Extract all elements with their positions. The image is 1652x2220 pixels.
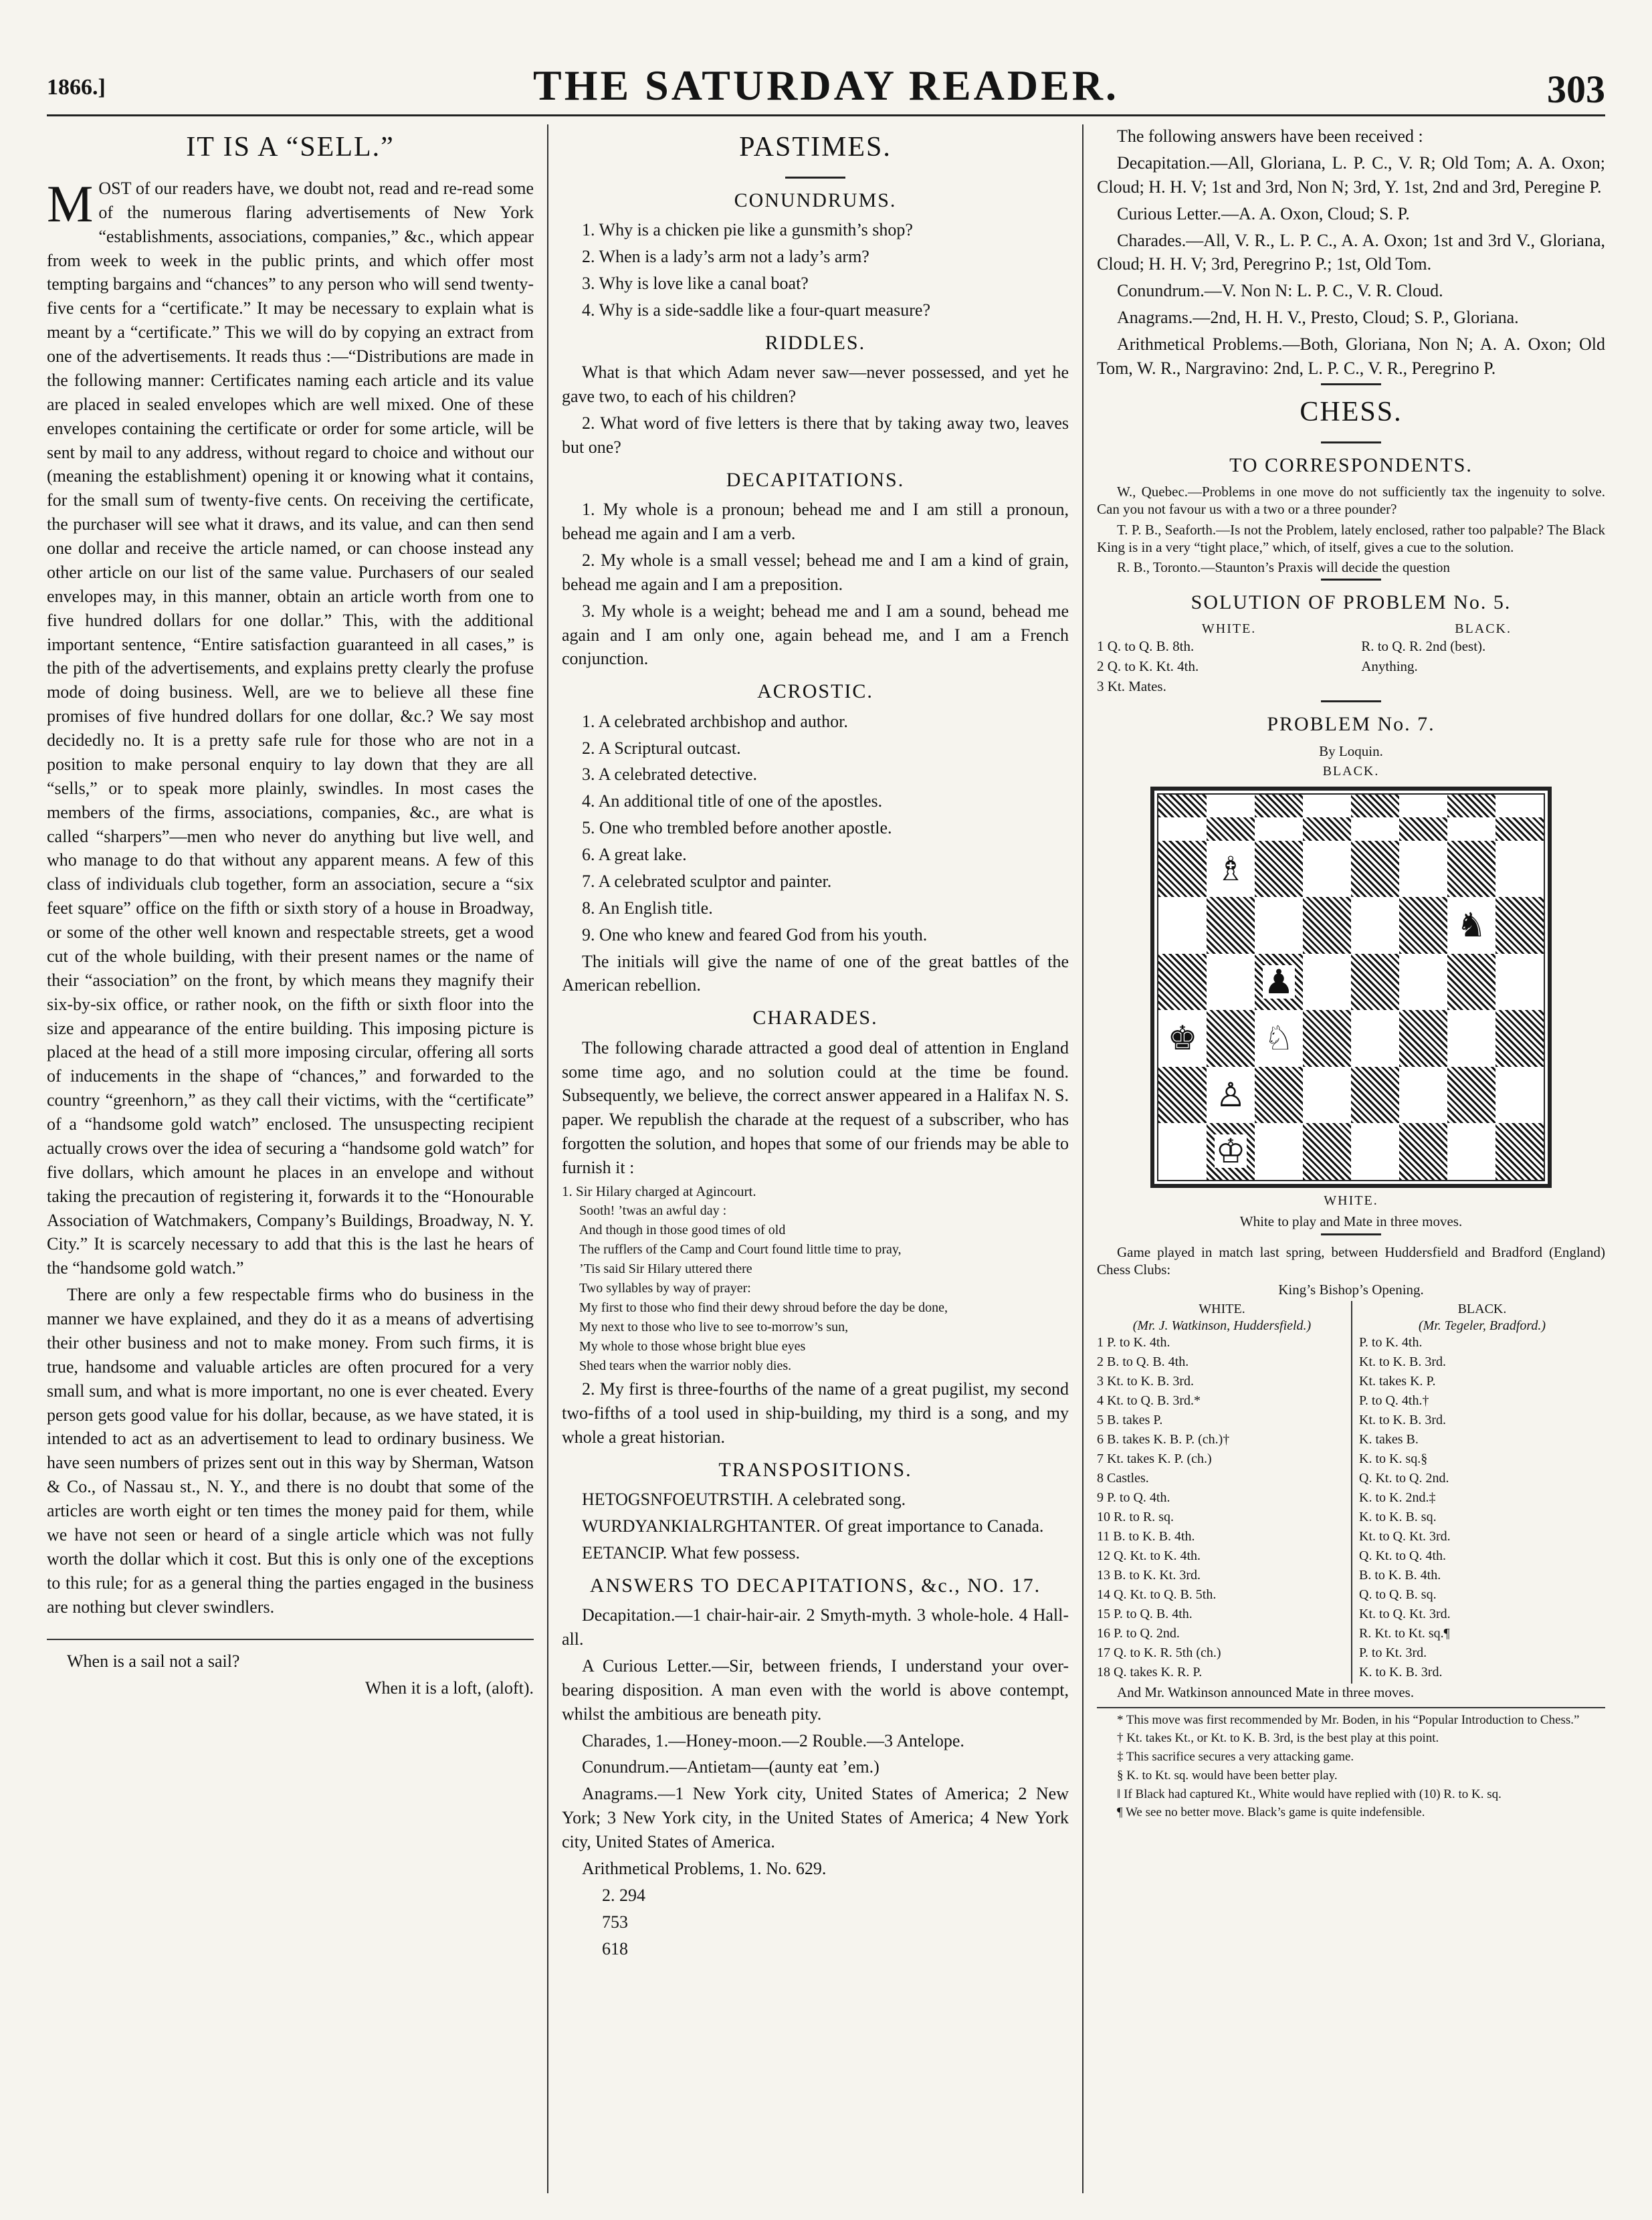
board-square xyxy=(1399,954,1447,1011)
solution-table xyxy=(1097,621,1605,698)
white-move: 5 B. takes P. xyxy=(1097,1413,1163,1428)
pastimes-heading: PASTIMES. xyxy=(739,132,892,163)
board-square xyxy=(1447,795,1495,818)
black-knight-icon: ♞ xyxy=(1456,906,1487,944)
answers-received-item: Conundrum.—V. Non N: L. P. C., V. R. Cloud. xyxy=(1117,281,1443,301)
black-move: R. Kt. to Kt. sq.¶ xyxy=(1359,1626,1450,1641)
column-pastimes xyxy=(548,124,1083,2193)
board-square xyxy=(1158,795,1207,818)
article-paragraph-1-text: OST of our readers have, we doubt not, read and re-read some of the numerous flaring advertisements of New York “establishments, associations, companies,” &c., which appear from week to week in the public prints, and which offer most tempting bargains and “chances” to any person who will send twenty-five cents for a “certificate.” It may be necessary to explain what is meant by a “certificate.” This we will do by copying an extract from one of the advertisements. It reads thus :—“Distributions are made in the following manner: Certificates naming each article and its value are placed in sealed envelopes which are well mixed. One of these envelopes containing the certificate or order for some article, will be sent by mail to any address, without regard to choice and without our (meaning the establishment) opening it or knowing what it contains, for the small sum of twenty-five cents. On receiving the certificate, the purchaser will see what it draws, and its value, and can then send one dollar and receive the article named, or can choose instead any other article on our list of the same value. Purchasers of our sealed envelopes may, in this manner, obtain an article worth from one to five hundred dollars for one dollar.” This, with the additional important sentence, “Entire satisfaction guaranteed in all cases,” is the pith of the advertisements, and explains pretty clearly the profuse mode of doing business. Well, are we to believe all these fine promises of five hundred dollars for one dollar, &c.? We say most decidedly no. It is a pretty safe rule for those who are not in a position to make personal enquiry to lay down that they are all “sells,” or to speak more plainly, swindles. In most cases the members of the firms, associations, companies, &c., are what is called “sharpers”—men who never do anything but live well, and who manage to do that without any apparent means. A few of this class of individuals club together, form an association, secure a “six feet square” office on the fifth or sixth story of a house in Broadway, or some of the other well known and respectable streets, get a wood cut of the whole building, with their present names or the name of their “association” on the front, by which means they magnify their six-by-six office, or rather nook, on the fifth or sixth floor into the size and appearance of the entire building. This imposing picture is placed at the head of a still more imposing circular, offering all sorts of inducements in the shape of “chances,” and forwarded to the country “greenhorn,” as they call their victims, with the “certificate” of a “handsome gold watch” enclosed. The unsuspecting recipient actually crows over the idea of securing a “handsome gold watch” for five dollars, which amount he places in an envelope and without taking the precaution of registering it, forwards it to the “Honourable Association of Watchmakers, Company’s Buildings, Broadway, N. Y. City.” It is scarcely necessary to add that this is the last he hears of the “handsome gold watch.” xyxy=(47,178,534,1278)
answer: A Curious Letter.—Sir, between friends, I understand your over-bearing disposition. A man even with the world is above contempt, whilst the ambitious are beneath pity. xyxy=(562,1655,1069,1724)
acrostic-list xyxy=(562,710,1069,947)
answers-received-item: Curious Letter.—A. A. Oxon, Cloud; S. P. xyxy=(1117,203,1410,223)
board-square xyxy=(1207,954,1255,1011)
white-move: 18 Q. takes K. R. P. xyxy=(1097,1665,1203,1680)
page-number: 303 xyxy=(1547,68,1605,111)
solution-white-header: WHITE. xyxy=(1201,621,1257,636)
black-move: K. to K. 2nd.‡ xyxy=(1359,1490,1436,1506)
white-move: 1 P. to K. 4th. xyxy=(1097,1335,1170,1350)
charades-intro: The following charade attracted a good deal of attention in England some time ago, and no solution could at the time be found. Subsequently, we believe, the correct answer appeared in a Halifax N. S. paper. We republish the charade at the request of a subscriber, who has forgotten the solution, and hopes that some of our friends may be able to furnish it : xyxy=(562,1037,1069,1178)
board-black-label: BLACK. xyxy=(1322,764,1380,779)
answer: Anagrams.—1 New York city, United States of America; 2 New York; 3 New York city, in the United States of America; 4 New York city, United States of America. xyxy=(562,1784,1069,1852)
board-square xyxy=(1207,841,1255,898)
footnote: † Kt. takes Kt., or Kt. to K. B. 3rd, is the best play at this point. xyxy=(1117,1731,1439,1746)
chess-heading: CHESS. xyxy=(1300,396,1403,427)
white-move: 3 Kt. to K. B. 3rd. xyxy=(1097,1374,1194,1389)
footnote: ‡ This sacrifice secures a very attacking game. xyxy=(1117,1750,1354,1764)
correspondents-list xyxy=(1097,483,1605,576)
black-moves-column xyxy=(1351,1301,1605,1684)
board-square xyxy=(1399,1123,1447,1180)
answer: Decapitation.—1 chair-hair-air. 2 Smyth-myth. 3 whole-hole. 4 Hall-all. xyxy=(562,1605,1069,1649)
white-moves xyxy=(1097,1334,1347,1681)
acrostic-item: 6. A great lake. xyxy=(582,845,687,865)
answer: Conundrum.—Antietam—(aunty eat ’em.) xyxy=(582,1757,880,1777)
conundrum: 3. Why is love like a canal boat? xyxy=(582,274,809,294)
solution-white xyxy=(1097,621,1361,698)
white-move: 13 B. to K. Kt. 3rd. xyxy=(1097,1568,1201,1583)
black-move: Kt. takes K. P. xyxy=(1359,1374,1436,1389)
riddle: What is that which Adam never saw—never possessed, and yet he gave two, to each of his children? xyxy=(562,363,1069,407)
solution-black xyxy=(1361,621,1605,698)
decapitations-title: DECAPITATIONS. xyxy=(726,468,905,491)
solution-black-moves xyxy=(1361,637,1605,676)
transposition: HETOGSNFOEUTRSTIH. A celebrated song. xyxy=(582,1490,906,1510)
white-move: 9 P. to Q. 4th. xyxy=(1097,1490,1170,1506)
game-moves xyxy=(1097,1301,1605,1684)
board-square xyxy=(1447,817,1495,841)
answer: Arithmetical Problems, 1. No. 629. xyxy=(582,1858,827,1878)
black-move: Kt. to K. B. 3rd. xyxy=(1359,1413,1446,1428)
board-square xyxy=(1399,795,1447,818)
conundrums-list xyxy=(562,218,1069,322)
solution-white-move: 3 Kt. Mates. xyxy=(1097,678,1166,695)
black-pawn-icon: ♟ xyxy=(1263,963,1294,1001)
drop-cap: M xyxy=(47,174,94,233)
divider xyxy=(1321,700,1381,702)
divider xyxy=(1321,579,1381,581)
board-square xyxy=(1255,1010,1303,1067)
white-move: 4 Kt. to Q. B. 3rd.* xyxy=(1097,1393,1201,1409)
board-square xyxy=(1303,841,1351,898)
black-move: K. takes B. xyxy=(1359,1432,1419,1447)
white-move: 6 B. takes K. B. P. (ch.)† xyxy=(1097,1432,1230,1447)
board-square xyxy=(1351,954,1399,1011)
article-paragraph-1 xyxy=(47,174,534,1280)
board-square xyxy=(1351,897,1399,954)
board-square xyxy=(1255,954,1303,1011)
white-move: 10 R. to R. sq. xyxy=(1097,1510,1174,1525)
board-square xyxy=(1447,954,1495,1011)
acrostic-item: 9. One who knew and feared God from his youth. xyxy=(582,924,928,944)
divider xyxy=(1321,383,1381,385)
answers-received-item: The following answers have been received : xyxy=(1117,126,1423,146)
black-king-icon: ♚ xyxy=(1167,1019,1198,1057)
answers-received-item: Charades.—All, V. R., L. P. C., A. A. Oxon; 1st and 3rd V., Gloriana, Cloud; H. H. V; 3rd, Peregrino P.; 1st, Old Tom. xyxy=(1097,230,1605,274)
board-square xyxy=(1351,1010,1399,1067)
riddles-title: RIDDLES. xyxy=(764,331,866,354)
board-square xyxy=(1399,817,1447,841)
board-square xyxy=(1158,897,1207,954)
poem-first-line: 1. Sir Hilary charged at Agincourt. xyxy=(562,1183,756,1199)
white-header: WHITE. xyxy=(1199,1302,1245,1317)
acrostic-item: 4. An additional title of one of the apostles. xyxy=(582,791,883,811)
game-intro: Game played in match last spring, between Huddersfield and Bradford (England) Chess Clubs: xyxy=(1097,1243,1605,1278)
board-square xyxy=(1158,1010,1207,1067)
arith-line: 753 xyxy=(602,1912,628,1932)
black-player: (Mr. Tegeler, Bradford.) xyxy=(1418,1318,1546,1334)
white-pawn-icon: ♙ xyxy=(1215,1076,1246,1114)
board-square xyxy=(1399,1010,1447,1067)
acrostic-item: 1. A celebrated archbishop and author. xyxy=(582,711,848,731)
answers-received xyxy=(1097,124,1605,381)
answer: Charades, 1.—Honey-moon.—2 Rouble.—3 Antelope. xyxy=(582,1730,964,1750)
black-move: K. to K. B. sq. xyxy=(1359,1510,1437,1525)
solution-white-moves xyxy=(1097,637,1361,696)
board-square xyxy=(1351,817,1399,841)
divider xyxy=(1321,441,1381,443)
board-square xyxy=(1303,817,1351,841)
column-chess xyxy=(1083,124,1605,2193)
divider xyxy=(785,177,845,179)
acrostic-item: 7. A celebrated sculptor and painter. xyxy=(582,871,832,891)
acrostic-item: 5. One who trembled before another apostle. xyxy=(582,818,892,838)
poem-line: My first to those who find their dewy shroud before the day be done, xyxy=(579,1300,948,1316)
board-square xyxy=(1207,1067,1255,1124)
board-square xyxy=(1255,795,1303,818)
black-move: B. to K. B. 4th. xyxy=(1359,1568,1441,1583)
black-move: P. to Q. 4th.† xyxy=(1359,1393,1429,1409)
problem-title: PROBLEM No. 7. xyxy=(1267,713,1435,736)
board-square xyxy=(1207,1123,1255,1180)
black-move: Q. Kt. to Q. 2nd. xyxy=(1359,1471,1449,1486)
board-square xyxy=(1447,841,1495,898)
board-square xyxy=(1303,1123,1351,1180)
conundrum: 1. Why is a chicken pie like a gunsmith’s shop? xyxy=(582,220,913,240)
black-move: K. to K. sq.§ xyxy=(1359,1451,1428,1467)
board-square xyxy=(1207,897,1255,954)
board-square xyxy=(1158,841,1207,898)
acrostic-item: 8. An English title. xyxy=(582,898,713,918)
board-square xyxy=(1495,954,1544,1011)
board-square xyxy=(1207,817,1255,841)
board-square xyxy=(1158,954,1207,1011)
board-square xyxy=(1303,1067,1351,1124)
board-square xyxy=(1351,841,1399,898)
board-square xyxy=(1255,841,1303,898)
footnote: ¶ We see no better move. Black’s game is quite indefensible. xyxy=(1117,1805,1425,1820)
answers-received-item: Anagrams.—2nd, H. H. V., Presto, Cloud; S. P., Gloriana. xyxy=(1117,308,1519,328)
board-square xyxy=(1447,1010,1495,1067)
white-move: 12 Q. Kt. to K. 4th. xyxy=(1097,1548,1201,1564)
footnote: § K. to Kt. sq. would have been better play. xyxy=(1117,1768,1338,1783)
board-square xyxy=(1447,1067,1495,1124)
board-square xyxy=(1495,897,1544,954)
answers-title: ANSWERS TO DECAPITATIONS, &c., NO. 17. xyxy=(589,1574,1041,1597)
white-king-icon: ♔ xyxy=(1215,1132,1246,1171)
white-move: 15 P. to Q. B. 4th. xyxy=(1097,1607,1193,1622)
correspondents-title: TO CORRESPONDENTS. xyxy=(1229,453,1473,476)
board-square xyxy=(1495,1067,1544,1124)
white-move: 8 Castles. xyxy=(1097,1471,1149,1486)
board-square xyxy=(1495,817,1544,841)
black-move: Kt. to Q. Kt. 3rd. xyxy=(1359,1607,1451,1622)
board-square xyxy=(1255,1067,1303,1124)
poem-line: Shed tears when the warrior nobly dies. xyxy=(579,1358,792,1374)
chess-board xyxy=(1157,793,1545,1181)
black-moves xyxy=(1359,1334,1605,1681)
board-square xyxy=(1303,795,1351,818)
answers-received-item: Decapitation.—All, Gloriana, L. P. C., V. R; Old Tom; A. A. Oxon; Cloud; H. H. V; 1st and 3rd, Non N; 3rd, Y. 1st, 2nd and 3rd, Peregine P. xyxy=(1097,153,1605,197)
decapitation: 1. My whole is a pronoun; behead me and I am still a pronoun, behead me again and I am a verb. xyxy=(562,500,1069,543)
decapitation: 3. My whole is a weight; behead me and I am a sound, behead me again and I am only one, again behead me, and I am a French conjunction. xyxy=(562,601,1069,669)
board-square xyxy=(1255,817,1303,841)
poem-line: Sooth! ’twas an awful day : xyxy=(579,1203,727,1219)
article-paragraph-2: There are only a few respectable firms who do business in the manner we have explained, and they do it as a means of advertising their other business and not to make money. From such firms, it is true, handsome and valuable articles are often procured for a very small sum, and what is more important, no one is ever cheated. Every person gets good value for his dollar, because, as we have stated, it is intended to act as an advertisement to lead to ordinary business. We have seen numbers of prizes sent out in this way by Sherman, Watson & Co., of Nassau st., N. Y., and there is no doubt that some of the articles are worth eight or ten times the money paid for them, while we have not seen or heard of a single article which was not fully worth the dollar which it cost. But this is only one of the exceptions to this rule; for as a general thing the parties engaged in the business are nothing but clever swindlers. xyxy=(47,1285,534,1617)
white-move: 2 B. to Q. B. 4th. xyxy=(1097,1354,1189,1370)
poem-line: My whole to those whose bright blue eyes xyxy=(579,1339,806,1354)
masthead xyxy=(47,43,1605,116)
white-knight-icon: ♘ xyxy=(1263,1019,1294,1057)
board-square xyxy=(1399,1067,1447,1124)
masthead-title: THE SATURDAY READER. xyxy=(533,62,1119,109)
board-square xyxy=(1158,1123,1207,1180)
white-move: 7 Kt. takes K. P. (ch.) xyxy=(1097,1451,1212,1467)
solution-black-header: BLACK. xyxy=(1455,621,1512,636)
black-move: K. to K. B. 3rd. xyxy=(1359,1665,1443,1680)
acrostic-item: 2. A Scriptural outcast. xyxy=(582,738,741,758)
footnote: ‖ If Black had captured Kt., White would have replied with (10) R. to K. sq. xyxy=(1117,1787,1502,1801)
correspondent-note: R. B., Toronto.—Staunton’s Praxis will decide the question xyxy=(1117,559,1451,576)
board-square xyxy=(1447,897,1495,954)
footnote: * This move was first recommended by Mr. Boden, in his “Popular Introduction to Chess.” xyxy=(1117,1712,1580,1727)
conundrum: 2. When is a lady’s arm not a lady’s arm? xyxy=(582,247,869,267)
solution-title: SOLUTION OF PROBLEM No. 5. xyxy=(1191,591,1512,614)
decapitation: 2. My whole is a small vessel; behead me and I am a kind of grain, behead me again and I am a preposition. xyxy=(562,550,1069,594)
article-heading: IT IS A “SELL.” xyxy=(186,132,395,163)
white-move: 11 B. to K. B. 4th. xyxy=(1097,1529,1195,1544)
poem-line: Two syllables by way of prayer: xyxy=(579,1281,751,1296)
board-square xyxy=(1495,1010,1544,1067)
board-square xyxy=(1255,897,1303,954)
poem-line: My next to those who live to see to-morrow’s sun, xyxy=(579,1320,849,1335)
board-square xyxy=(1158,817,1207,841)
board-square xyxy=(1255,1123,1303,1180)
column-article xyxy=(47,124,548,2193)
poem xyxy=(562,1203,1069,1375)
decapitations-list xyxy=(562,498,1069,671)
charade-2: 2. My first is three-fourths of the name of a great pugilist, my second two-fifths of a tool used in ship-building, my third is a song, and my whole a great historian. xyxy=(562,1379,1069,1447)
problem-author: By Loquin. xyxy=(1319,742,1383,759)
black-move: Q. Kt. to Q. 4th. xyxy=(1359,1548,1446,1564)
game-opening: King’s Bishop’s Opening. xyxy=(1278,1282,1424,1298)
board-square xyxy=(1495,1123,1544,1180)
black-move: Kt. to Q. Kt. 3rd. xyxy=(1359,1529,1451,1544)
board-caption: White to play and Mate in three moves. xyxy=(1239,1213,1463,1230)
masthead-year: 1866.] xyxy=(47,75,106,100)
transpositions-title: TRANSPOSITIONS. xyxy=(718,1458,912,1481)
board-square xyxy=(1303,1010,1351,1067)
white-move: 14 Q. Kt. to Q. B. 5th. xyxy=(1097,1587,1217,1603)
correspondent-note: T. P. B., Seaforth.—Is not the Problem, lately enclosed, rather too palpable? The Black King is in a very “tight place,” which, of itself, gives a cue to the solution. xyxy=(1097,521,1605,555)
solution-white-move: 1 Q. to Q. B. 8th. xyxy=(1097,637,1195,654)
divider xyxy=(1321,1233,1381,1235)
black-header: BLACK. xyxy=(1457,1302,1507,1317)
board-square xyxy=(1495,795,1544,818)
board-square xyxy=(1303,954,1351,1011)
board-white-label: WHITE. xyxy=(1324,1193,1378,1208)
white-moves-column xyxy=(1097,1301,1351,1684)
board-square xyxy=(1399,897,1447,954)
transposition: EETANCIP. What few possess. xyxy=(582,1542,801,1562)
columns xyxy=(47,124,1605,2193)
footnotes xyxy=(1097,1707,1605,1821)
board-square xyxy=(1158,1067,1207,1124)
arithmetic-answers xyxy=(562,1884,1069,1961)
acrostic-title: ACROSTIC. xyxy=(757,680,873,703)
poem-line: The rufflers of the Camp and Court found little time to pray, xyxy=(579,1242,902,1257)
board-square xyxy=(1495,841,1544,898)
joke-answer: When it is a loft, (aloft). xyxy=(365,1678,534,1698)
acrostic-item: 3. A celebrated detective. xyxy=(582,765,758,785)
board-square xyxy=(1207,1010,1255,1067)
answers-list xyxy=(562,1603,1069,1881)
joke-question: When is a sail not a sail? xyxy=(67,1651,240,1672)
conundrum: 4. Why is a side-saddle like a four-quart measure? xyxy=(582,300,930,320)
solution-black-move: Anything. xyxy=(1361,658,1418,674)
conundrums-title: CONUNDRUMS. xyxy=(734,189,897,211)
correspondent-note: W., Quebec.—Problems in one move do not sufficiently tax the ingenuity to solve. Can you not favour us with a two or a three pounder? xyxy=(1097,484,1605,518)
black-move: Q. to Q. B. sq. xyxy=(1359,1587,1437,1603)
solution-black-move: R. to Q. R. 2nd (best). xyxy=(1361,637,1486,654)
board-square xyxy=(1447,1123,1495,1180)
chess-board-frame xyxy=(1150,787,1552,1188)
transposition: WURDYANKIALRGHTANTER. Of great importance to Canada. xyxy=(582,1516,1044,1536)
white-bishop-icon: ♗ xyxy=(1215,849,1246,888)
poem-line: ’Tis said Sir Hilary uttered there xyxy=(579,1262,752,1277)
solution-white-move: 2 Q. to K. Kt. 4th. xyxy=(1097,658,1199,674)
answers-received-item: Arithmetical Problems.—Both, Gloriana, Non N; A. A. Oxon; Old Tom, W. R., Nargravino: 2nd, L. P. C., V. R., Peregrino P. xyxy=(1097,334,1605,378)
white-player: (Mr. J. Watkinson, Huddersfield.) xyxy=(1132,1318,1312,1334)
charades-title: CHARADES. xyxy=(752,1007,878,1029)
poem-line: And though in those good times of old xyxy=(579,1223,786,1238)
black-move: Kt. to K. B. 3rd. xyxy=(1359,1354,1446,1370)
board-square xyxy=(1351,1123,1399,1180)
white-move: 17 Q. to K. R. 5th (ch.) xyxy=(1097,1645,1221,1661)
riddle: 2. What word of five letters is there that by taking away two, leaves but one? xyxy=(562,413,1069,457)
white-move: 16 P. to Q. 2nd. xyxy=(1097,1626,1180,1641)
game-end: And Mr. Watkinson announced Mate in three moves. xyxy=(1117,1684,1415,1701)
board-square xyxy=(1303,897,1351,954)
board-square xyxy=(1207,795,1255,818)
black-move: P. to K. 4th. xyxy=(1359,1335,1423,1350)
board-square xyxy=(1351,795,1399,818)
arith-line: 2. 294 xyxy=(602,1885,645,1905)
transpositions-list xyxy=(562,1488,1069,1565)
black-move: P. to Kt. 3rd. xyxy=(1359,1645,1427,1661)
board-square xyxy=(1399,841,1447,898)
board-square xyxy=(1351,1067,1399,1124)
joke xyxy=(47,1639,534,1700)
arith-line: 618 xyxy=(602,1938,628,1958)
acrostic-note: The initials will give the name of one of the great battles of the American rebellion. xyxy=(562,951,1069,995)
riddles-list xyxy=(562,361,1069,460)
